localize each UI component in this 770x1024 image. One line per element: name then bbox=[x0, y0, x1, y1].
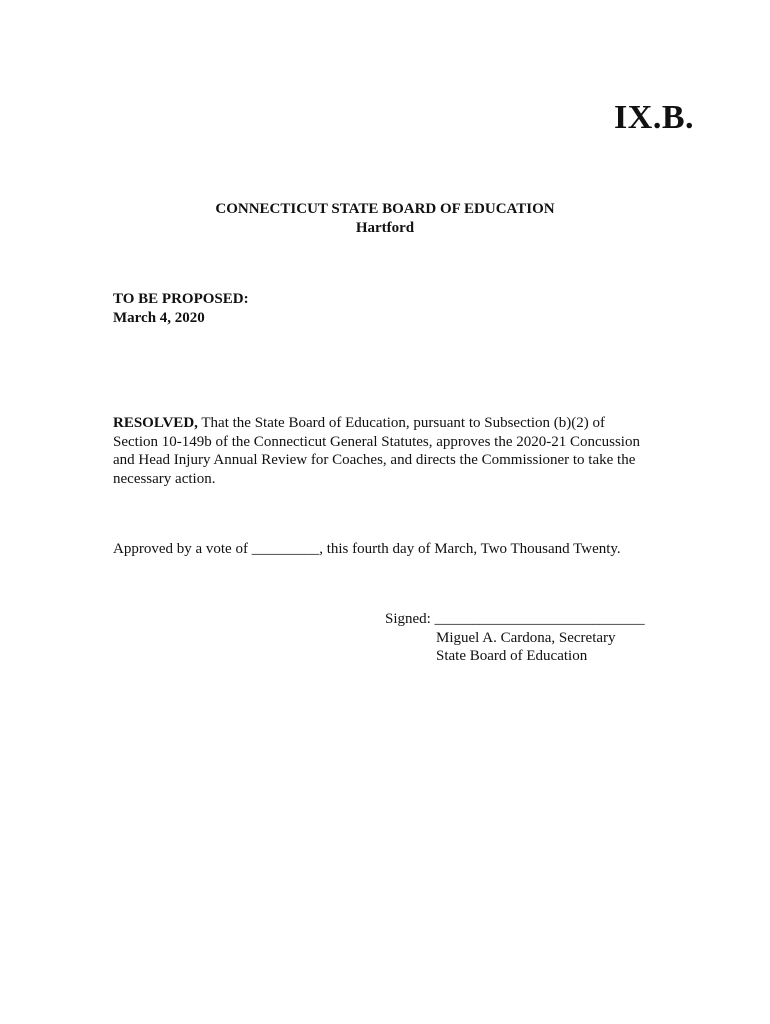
resolution-line-4: necessary action. bbox=[113, 470, 216, 487]
signer-name: Miguel A. Cardona, Secretary bbox=[436, 629, 616, 646]
resolution-text-1: That the State Board of Education, pursuant to Subsection (b)(2) of bbox=[197, 415, 606, 431]
approval-statement: Approved by a vote of _________, this fourth day of March, Two Thousand Twenty. bbox=[113, 541, 621, 557]
organization-name: CONNECTICUT STATE BOARD OF EDUCATION bbox=[215, 201, 555, 217]
resolution-lead: RESOLVED, bbox=[113, 415, 198, 431]
signer-title: State Board of Education bbox=[436, 648, 588, 664]
organization-location: Hartford bbox=[355, 220, 415, 236]
document-header bbox=[0, 200, 770, 238]
signed-line: Signed: ____________________________ bbox=[385, 611, 645, 627]
resolution-paragraph bbox=[113, 414, 653, 488]
resolution-line-1 bbox=[113, 414, 653, 433]
resolution-line-3: and Head Injury Annual Review for Coaches, and directs the Commissioner to take the bbox=[113, 452, 636, 468]
agenda-item-number: IX.B. bbox=[614, 99, 694, 136]
proposed-block bbox=[113, 290, 249, 328]
resolution-line-2: Section 10-149b of the Connecticut General Statutes, approves the 2020-21 Concussion bbox=[113, 433, 640, 450]
signature-block bbox=[385, 610, 645, 666]
proposed-label: TO BE PROPOSED: bbox=[113, 291, 249, 307]
proposed-date: March 4, 2020 bbox=[113, 310, 205, 326]
